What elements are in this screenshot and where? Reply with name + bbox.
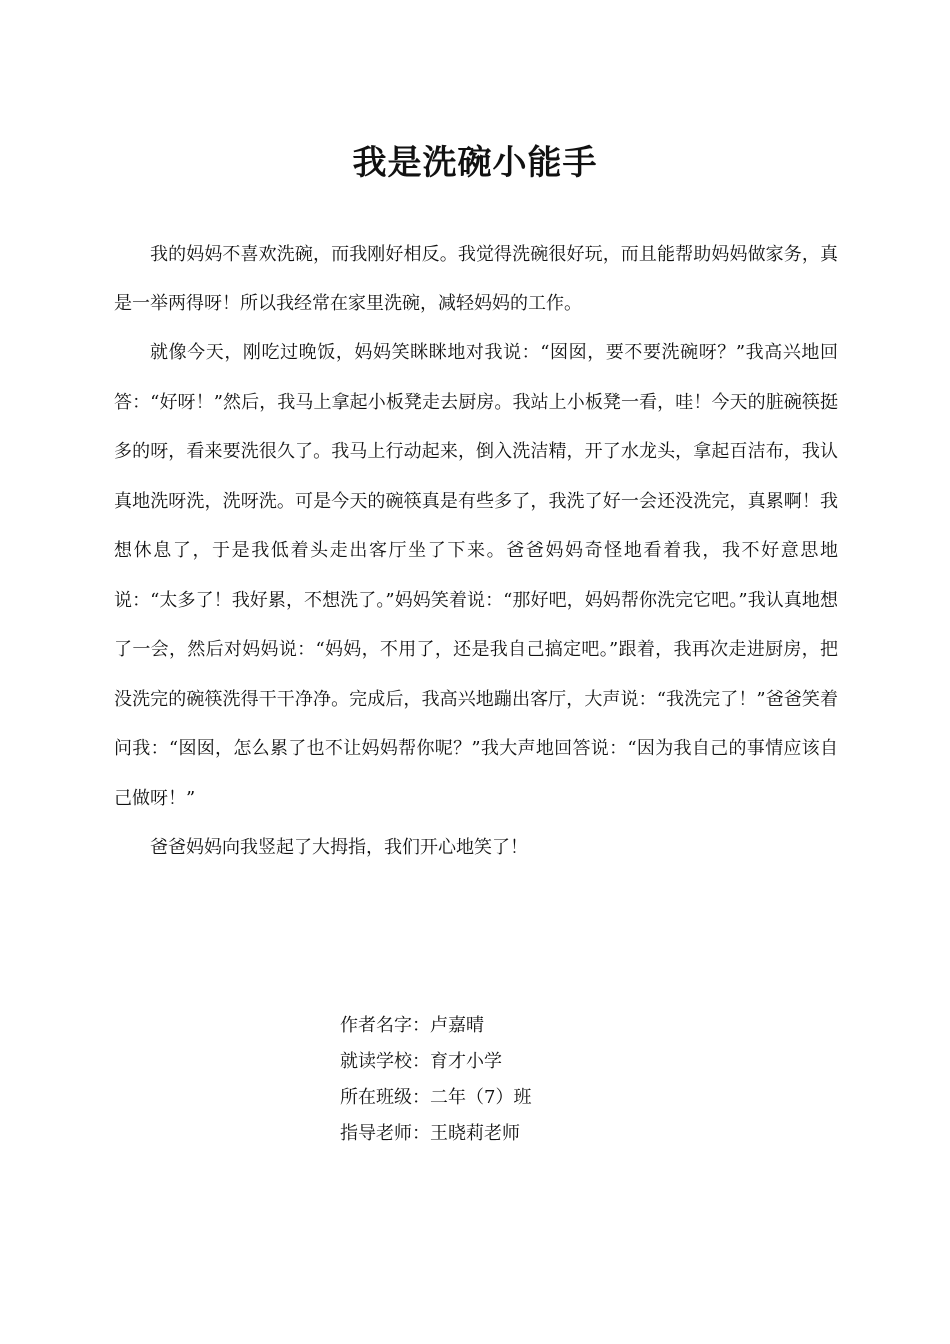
author-teacher: 指导老师：王晓莉老师 [340,1123,520,1144]
author-class: 所在班级：二年（7）班 [340,1087,532,1108]
essay-body [114,230,838,872]
paragraph-1: 我的妈妈不喜欢洗碗，而我刚好相反。我觉得洗碗很好玩，而且能帮助妈妈做家务，真是一举两得呀！所以我经常在家里洗碗，减轻妈妈的工作。 [114,244,838,314]
paragraph-3: 爸爸妈妈向我竖起了大拇指，我们开心地笑了！ [150,837,528,858]
essay-title: 我是洗碗小能手 [352,143,598,183]
author-info [340,1008,531,1152]
author-name: 作者名字：卢嘉晴 [340,1015,484,1036]
paragraph-2: 就像今天，刚吃过晚饭，妈妈笑眯眯地对我说：“囡囡，要不要洗碗呀？”我高兴地回答：“好呀！”然后，我马上拿起小板凳走去厨房。我站上小板凳一看，哇！今天的脏碗筷挺多的呀，看来要洗很久了。我马上行动起来，倒入洗洁精，开了水龙头，拿起百洁布，我认真地洗呀洗，洗呀洗。可是今天的碗筷真是有些多了，我洗了好一会还没洗完，真累啊！我想休息了，于是我低着头走出客厅坐了下来。爸爸妈妈奇怪地看着我，我不好意思地说：“太多了！我好累，不想洗了。”妈妈笑着说：“那好吧，妈妈帮你洗完它吧。”我认真地想了一会，然后对妈妈说：“妈妈，不用了，还是我自己搞定吧。”跟着，我再次走进厨房，把没洗完的碗筷洗得干干净净。完成后，我高兴地蹦出客厅，大声说：“我洗完了！”爸爸笑着问我：“囡囡，怎么累了也不让妈妈帮你呢？”我大声地回答说：“因为我自己的事情应该自己做呀！” [114,342,838,809]
author-school: 就读学校：育才小学 [340,1051,502,1072]
